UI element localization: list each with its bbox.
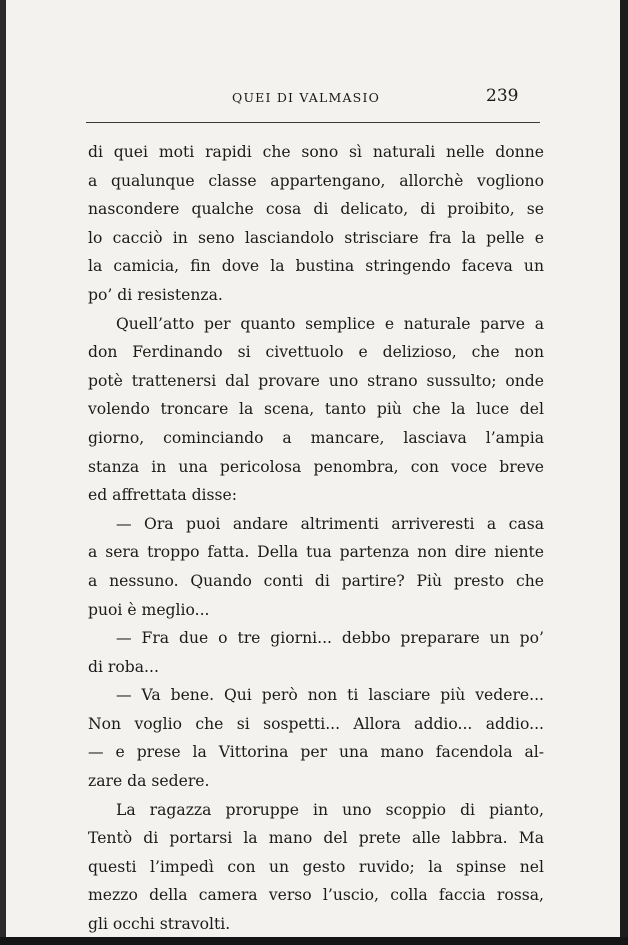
page-header — [82, 86, 542, 112]
text-line: mezzo della camera verso l’uscio, colla faccia rossa, — [88, 886, 544, 905]
text-line: — Fra due o tre giorni... debbo preparare un po’ — [116, 629, 544, 648]
scan-bottom-edge — [0, 937, 628, 945]
text-line: Tentò di portarsi la mano del prete alle labbra. Ma — [88, 829, 544, 848]
text-line: puoi è meglio... — [88, 600, 210, 619]
text-line: volendo troncare la scena, tanto più che la luce del — [88, 400, 544, 419]
text-line: questi l’impedì con un gesto ruvido; la spinse nel — [88, 857, 544, 876]
text-line: Non voglio che si sospetti... Allora addio... addio... — [88, 714, 544, 733]
text-line: nascondere qualche cosa di delicato, di proibito, se — [88, 200, 544, 219]
header-rule — [86, 122, 540, 123]
text-line: stanza in una pericolosa penombra, con voce breve — [88, 457, 544, 476]
text-line: lo cacciò in seno lasciandolo strisciare fra la pelle e — [88, 228, 544, 247]
text-line: gli occhi stravolti. — [88, 915, 231, 934]
text-line: a qualunque classe appartengano, allorchè vogliono — [88, 171, 544, 190]
text-line: — Ora puoi andare altrimenti arriveresti a casa — [116, 514, 544, 533]
scan-right-edge — [620, 0, 628, 945]
text-line: don Ferdinando si civettuolo e delizioso, che non — [88, 343, 544, 362]
text-line: La ragazza proruppe in uno scoppio di pianto, — [116, 800, 544, 819]
running-title: QUEI DI VALMASIO — [232, 90, 381, 105]
text-line: a nessuno. Quando conti di partire? Più presto che — [88, 571, 544, 590]
text-line: Quell’atto per quanto semplice e naturale parve a — [116, 314, 544, 333]
text-line: la camicia, fin dove la bustina stringendo faceva un — [88, 257, 544, 276]
page-number: 239 — [486, 86, 519, 106]
text-line: ed affrettata disse: — [88, 486, 238, 505]
text-line: a sera troppo fatta. Della tua partenza non dire niente — [88, 543, 544, 562]
text-line: zare da sedere. — [88, 772, 210, 791]
text-line: — Va bene. Qui però non ti lasciare più vedere... — [116, 686, 544, 705]
text-line: di roba... — [88, 657, 159, 676]
text-line: di quei moti rapidi che sono sì naturali nelle donne — [88, 143, 544, 161]
text-line: po’ di resistenza. — [88, 285, 223, 304]
text-line: potè trattenersi dal provare uno strano sussulto; onde — [88, 371, 544, 390]
text-line: — e prese la Vittorina per una mano facendola al- — [88, 743, 544, 762]
text-line: giorno, cominciando a mancare, lasciava l’ampia — [88, 428, 544, 447]
body-text — [88, 138, 544, 939]
